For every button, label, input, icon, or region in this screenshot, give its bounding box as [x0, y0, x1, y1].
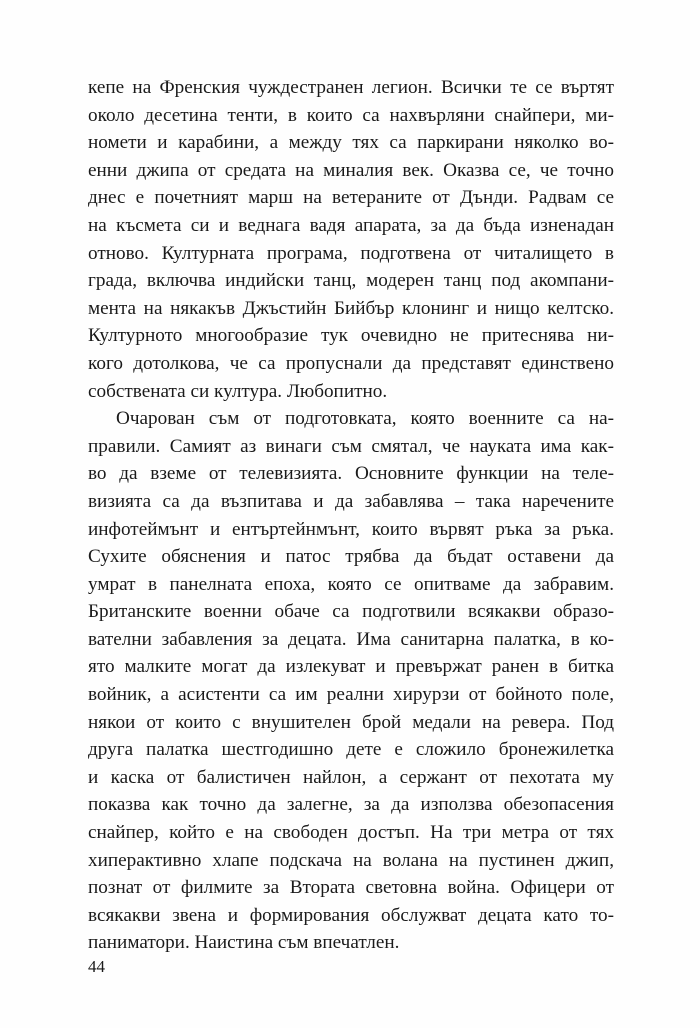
text-line: кепе на Френския чуждестранен легион. Всички те се въртят [88, 77, 614, 98]
text-line: мента на някакъв Джъстийн Бийбър клонинг и нищо келтско. [88, 297, 614, 319]
text-line: номети и карабини, а между тях са паркирани няколко во- [88, 132, 614, 154]
paragraph-2 [88, 405, 614, 957]
text-line: инфотеймънт и ентъртейнмънт, които вървят ръка за ръка. [88, 518, 614, 540]
text-line: визията са да възпитава и да забавлява – така наречените [88, 490, 614, 512]
text-line: правили. Самият аз винаги съм смятал, че науката има как- [88, 435, 614, 457]
text-line: и каска от балистичен найлон, а сержант от пехотата му [88, 766, 614, 788]
text-line: ято малките могат да излекуват и превържат ранен в битка [88, 656, 614, 678]
text-line: кого дотолкова, че са пропуснали да представят единствено [88, 352, 614, 374]
text-line: во да вземе от телевизията. Основните функции на теле- [88, 463, 614, 485]
text-line: на късмета си и веднага вадя апарата, за да бъда изненадан [88, 214, 614, 236]
text-line: отново. Културната програма, подготвена от читалището в [88, 242, 614, 264]
text-line: показва как точно да залегне, за да използва обезопасения [88, 794, 614, 816]
text-line: хиперактивно хлапе подскача на волана на пустинен джип, [88, 849, 614, 871]
text-line: около десетина тенти, в които са нахвърляни снайпери, ми- [88, 104, 614, 126]
text-line: Очарован съм от подготовката, която военните са на- [116, 408, 614, 430]
text-line: друга палатка шестгодишно дете е сложило бронежилетка [88, 739, 614, 761]
body-text [88, 74, 614, 957]
text-line: умрат в панелната епоха, която се опитваме да забравим. [88, 573, 614, 595]
text-line: собствената си култура. Любопитно. [88, 380, 388, 402]
text-line: вателни забавления за децата. Има санитарна палатка, в ко- [88, 628, 614, 650]
text-line: някои от които с внушителен брой медали на ревера. Под [88, 711, 614, 733]
text-line: паниматори. Наистина съм впечатлен. [88, 932, 400, 954]
text-line: познат от филмите за Втората световна война. Офицери от [88, 877, 614, 899]
text-line: днес е почетният марш на ветераните от Дънди. Радвам се [88, 187, 614, 209]
text-line: енни джипа от средата на миналия век. Оказва се, че точно [88, 159, 614, 181]
text-line: войник, а асистенти са им реални хирурзи от бойното поле, [88, 684, 614, 706]
text-line: снайпер, който е на свободен достъп. На три метра от тях [88, 822, 614, 844]
paragraph-1 [88, 74, 614, 405]
page-number: 44 [88, 957, 105, 976]
text-line: Британските военни обаче са подготвили всякакви образо- [88, 601, 614, 623]
text-line: Културното многообразие тук очевидно не притеснява ни- [88, 325, 614, 347]
text-line: града, включва индийски танц, модерен танц под акомпани- [88, 270, 614, 292]
text-line: всякакви звена и формирования обслужват децата като то- [88, 904, 614, 926]
text-line: Сухите обяснения и патос трябва да бъдат оставени да [88, 546, 614, 568]
